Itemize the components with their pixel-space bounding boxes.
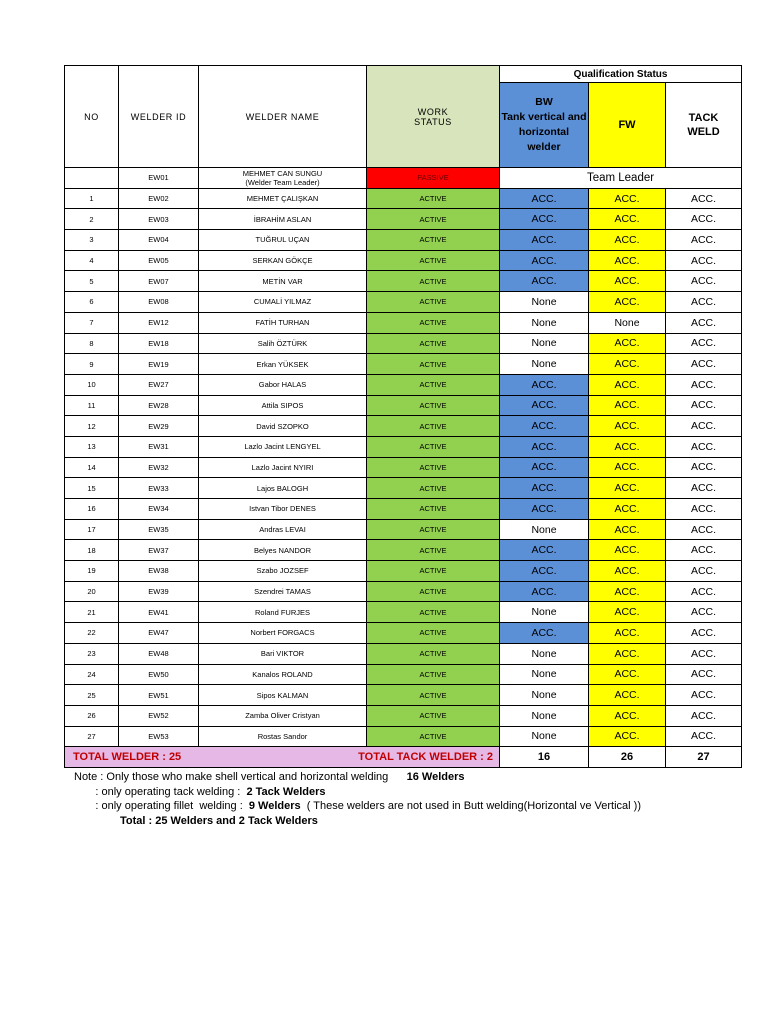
table-row [65, 230, 742, 251]
row-fw: ACC. [589, 499, 666, 520]
row-welder-name: TUĞRUL UÇAN [199, 230, 367, 251]
header-work-status [367, 66, 500, 168]
note-line-2 [74, 785, 641, 800]
row-work-status: ACTIVE [367, 271, 500, 292]
table-row [65, 188, 742, 209]
row-work-status: ACTIVE [367, 643, 500, 664]
row-welder-id: EW32 [119, 457, 199, 478]
welder-qualification-table [64, 65, 742, 768]
row-welder-id: EW41 [119, 602, 199, 623]
table-row [65, 664, 742, 685]
note-line-2-text: : only operating tack welding : [74, 785, 247, 798]
table-row [65, 395, 742, 416]
row-tack: ACC. [666, 230, 742, 251]
row-bw: None [500, 333, 589, 354]
row-no: 24 [65, 664, 119, 685]
row-tack: ACC. [666, 519, 742, 540]
table-row [65, 209, 742, 230]
row-welder-name: Attila SIPOS [199, 395, 367, 416]
row-fw: ACC. [589, 374, 666, 395]
row-welder-id: EW19 [119, 354, 199, 375]
row-tack: ACC. [666, 292, 742, 313]
row-tack: ACC. [666, 540, 742, 561]
total-bw: 16 [500, 747, 589, 768]
row-welder-id: EW03 [119, 209, 199, 230]
row-welder-name: CUMALİ YILMAZ [199, 292, 367, 313]
row-work-status: ACTIVE [367, 499, 500, 520]
row-work-status: ACTIVE [367, 374, 500, 395]
row-fw: ACC. [589, 602, 666, 623]
row-tack: ACC. [666, 209, 742, 230]
row-fw: ACC. [589, 250, 666, 271]
note-line-1-count: 16 Welders [406, 771, 465, 783]
row-no: 1 [65, 188, 119, 209]
leader-id: EW01 [119, 168, 199, 189]
row-work-status: ACTIVE [367, 333, 500, 354]
row-welder-id: EW29 [119, 416, 199, 437]
row-welder-name: Sipos KALMAN [199, 685, 367, 706]
row-no: 9 [65, 354, 119, 375]
row-tack: ACC. [666, 312, 742, 333]
row-bw: ACC. [500, 623, 589, 644]
leader-row [65, 168, 742, 189]
row-bw: ACC. [500, 230, 589, 251]
table-row [65, 478, 742, 499]
row-welder-id: EW05 [119, 250, 199, 271]
row-fw: ACC. [589, 457, 666, 478]
total-tack-welder-label: TOTAL TACK WELDER : 2 [358, 751, 493, 764]
row-welder-id: EW50 [119, 664, 199, 685]
row-welder-id: EW04 [119, 230, 199, 251]
table-row [65, 457, 742, 478]
note-line-3-text: : only operating fillet welding : [74, 800, 249, 812]
header-welder-name: WELDER NAME [199, 66, 367, 168]
row-welder-id: EW18 [119, 333, 199, 354]
row-no: 8 [65, 333, 119, 354]
leader-qualification: Team Leader [500, 168, 742, 189]
row-welder-id: EW28 [119, 395, 199, 416]
row-welder-id: EW08 [119, 292, 199, 313]
row-fw: ACC. [589, 230, 666, 251]
row-tack: ACC. [666, 188, 742, 209]
row-no: 15 [65, 478, 119, 499]
row-tack: ACC. [666, 685, 742, 706]
row-welder-name: Norbert FORGACS [199, 623, 367, 644]
row-welder-id: EW34 [119, 499, 199, 520]
row-no: 7 [65, 312, 119, 333]
table-row [65, 643, 742, 664]
note-line-4-total: Total : 25 Welders and 2 Tack Welders [120, 814, 318, 827]
row-bw: None [500, 312, 589, 333]
leader-name-line1: MEHMET CAN SUNGU [242, 168, 323, 178]
row-work-status: ACTIVE [367, 705, 500, 726]
row-bw: ACC. [500, 416, 589, 437]
row-work-status: ACTIVE [367, 519, 500, 540]
row-no: 19 [65, 561, 119, 582]
header-work-status-line1: WORK [417, 106, 449, 117]
row-welder-name: SERKAN GÖKÇE [199, 250, 367, 271]
row-bw: ACC. [500, 581, 589, 602]
leader-status: PASSIVE [367, 168, 500, 189]
row-bw: ACC. [500, 209, 589, 230]
row-fw: ACC. [589, 540, 666, 561]
row-no: 4 [65, 250, 119, 271]
row-work-status: ACTIVE [367, 292, 500, 313]
row-bw: ACC. [500, 499, 589, 520]
row-work-status: ACTIVE [367, 416, 500, 437]
row-fw: ACC. [589, 519, 666, 540]
row-no: 6 [65, 292, 119, 313]
row-welder-name: Gabor HALAS [199, 374, 367, 395]
row-bw: None [500, 664, 589, 685]
row-work-status: ACTIVE [367, 250, 500, 271]
header-tack-line1: TACK [688, 112, 719, 124]
row-bw: None [500, 705, 589, 726]
table-row [65, 726, 742, 747]
row-welder-name: Szendrei TAMAS [199, 581, 367, 602]
table-row [65, 333, 742, 354]
row-no: 11 [65, 395, 119, 416]
header-bw [500, 83, 589, 168]
row-work-status: ACTIVE [367, 561, 500, 582]
row-tack: ACC. [666, 271, 742, 292]
header-bw-line1: BW [535, 96, 553, 108]
row-welder-name: Roland FURJES [199, 602, 367, 623]
row-welder-id: EW33 [119, 478, 199, 499]
leader-name [199, 168, 367, 189]
row-work-status: ACTIVE [367, 188, 500, 209]
table-row [65, 581, 742, 602]
header-bw-line4: welder [527, 141, 561, 153]
row-bw: None [500, 292, 589, 313]
notes-section [74, 770, 641, 828]
row-fw: ACC. [589, 209, 666, 230]
row-welder-id: EW12 [119, 312, 199, 333]
header-bw-line3: horizontal [518, 126, 570, 138]
header-fw: FW [589, 83, 666, 168]
row-work-status: ACTIVE [367, 540, 500, 561]
row-tack: ACC. [666, 664, 742, 685]
row-welder-name: Lazlo Jacint LENGYEL [199, 436, 367, 457]
table-row [65, 312, 742, 333]
row-work-status: ACTIVE [367, 395, 500, 416]
row-bw: None [500, 685, 589, 706]
row-welder-id: EW02 [119, 188, 199, 209]
row-fw: ACC. [589, 581, 666, 602]
row-welder-name: Lajos BALOGH [199, 478, 367, 499]
table-row [65, 561, 742, 582]
row-welder-name: Szabo JOZSEF [199, 561, 367, 582]
row-bw: None [500, 519, 589, 540]
row-fw: ACC. [589, 685, 666, 706]
row-welder-id: EW35 [119, 519, 199, 540]
row-bw: ACC. [500, 188, 589, 209]
row-fw: ACC. [589, 623, 666, 644]
totals-row [65, 747, 742, 768]
table-row [65, 540, 742, 561]
row-fw: ACC. [589, 354, 666, 375]
row-work-status: ACTIVE [367, 602, 500, 623]
table-row [65, 416, 742, 437]
row-bw: None [500, 602, 589, 623]
row-welder-name: Zamba Oliver Cristyan [199, 705, 367, 726]
row-fw: ACC. [589, 271, 666, 292]
row-welder-id: EW53 [119, 726, 199, 747]
row-work-status: ACTIVE [367, 354, 500, 375]
row-welder-id: EW51 [119, 685, 199, 706]
row-bw: ACC. [500, 250, 589, 271]
row-no: 16 [65, 499, 119, 520]
row-tack: ACC. [666, 499, 742, 520]
row-work-status: ACTIVE [367, 664, 500, 685]
table-row [65, 292, 742, 313]
row-no: 21 [65, 602, 119, 623]
row-bw: ACC. [500, 561, 589, 582]
row-bw: None [500, 643, 589, 664]
row-no: 27 [65, 726, 119, 747]
header-bw-line2: Tank vertical and [501, 111, 587, 123]
row-fw: ACC. [589, 643, 666, 664]
table-row [65, 519, 742, 540]
row-tack: ACC. [666, 561, 742, 582]
row-welder-name: Salih ÖZTÜRK [199, 333, 367, 354]
row-welder-id: EW52 [119, 705, 199, 726]
row-no: 5 [65, 271, 119, 292]
row-no: 17 [65, 519, 119, 540]
row-tack: ACC. [666, 374, 742, 395]
row-tack: ACC. [666, 478, 742, 499]
table-row [65, 271, 742, 292]
header-tack-line2: WELD [687, 126, 720, 138]
note-line-3-remark: ( These welders are not used in Butt welding(Horizontal ve Vertical )) [300, 800, 642, 812]
row-tack: ACC. [666, 354, 742, 375]
row-fw: ACC. [589, 726, 666, 747]
leader-name-line2: (Welder Team Leader) [245, 177, 320, 187]
row-welder-name: İBRAHİM ASLAN [199, 209, 367, 230]
note-line-1 [74, 770, 641, 785]
row-work-status: ACTIVE [367, 478, 500, 499]
row-welder-name: Lazlo Jacint NYIRI [199, 457, 367, 478]
row-welder-name: Andras LEVAI [199, 519, 367, 540]
row-bw: ACC. [500, 540, 589, 561]
row-no: 26 [65, 705, 119, 726]
table-row [65, 354, 742, 375]
row-fw: ACC. [589, 292, 666, 313]
row-welder-id: EW47 [119, 623, 199, 644]
row-welder-id: EW37 [119, 540, 199, 561]
row-bw: ACC. [500, 395, 589, 416]
row-bw: ACC. [500, 374, 589, 395]
table-row [65, 602, 742, 623]
header-tack-weld [666, 83, 742, 168]
row-welder-name: Bari VIKTOR [199, 643, 367, 664]
table-row [65, 436, 742, 457]
row-tack: ACC. [666, 395, 742, 416]
row-work-status: ACTIVE [367, 685, 500, 706]
leader-no [65, 168, 119, 189]
row-welder-name: David SZOPKO [199, 416, 367, 437]
row-fw: ACC. [589, 188, 666, 209]
row-fw: ACC. [589, 478, 666, 499]
table-row [65, 623, 742, 644]
header-work-status-line2: STATUS [414, 116, 452, 127]
header-no: NO [65, 66, 119, 168]
row-no: 25 [65, 685, 119, 706]
row-welder-name: Istvan Tibor DENES [199, 499, 367, 520]
row-tack: ACC. [666, 726, 742, 747]
row-work-status: ACTIVE [367, 230, 500, 251]
total-welder-label: TOTAL WELDER : 25 [73, 751, 182, 764]
row-fw: ACC. [589, 561, 666, 582]
row-no: 3 [65, 230, 119, 251]
total-fw: 26 [589, 747, 666, 768]
row-bw: ACC. [500, 457, 589, 478]
row-no: 13 [65, 436, 119, 457]
table-row [65, 685, 742, 706]
row-tack: ACC. [666, 250, 742, 271]
row-bw: ACC. [500, 436, 589, 457]
row-no: 14 [65, 457, 119, 478]
row-no: 2 [65, 209, 119, 230]
row-welder-name: MEHMET ÇALIŞKAN [199, 188, 367, 209]
row-welder-id: EW39 [119, 581, 199, 602]
row-welder-name: Erkan YÜKSEK [199, 354, 367, 375]
row-tack: ACC. [666, 416, 742, 437]
row-welder-name: Rostas Sandor [199, 726, 367, 747]
row-work-status: ACTIVE [367, 457, 500, 478]
row-fw: ACC. [589, 333, 666, 354]
row-no: 23 [65, 643, 119, 664]
row-tack: ACC. [666, 643, 742, 664]
row-bw: None [500, 726, 589, 747]
row-tack: ACC. [666, 333, 742, 354]
row-work-status: ACTIVE [367, 581, 500, 602]
row-fw: ACC. [589, 664, 666, 685]
row-no: 18 [65, 540, 119, 561]
row-no: 22 [65, 623, 119, 644]
note-line-3 [74, 799, 641, 814]
table-row [65, 374, 742, 395]
header-welder-id: WELDER ID [119, 66, 199, 168]
row-work-status: ACTIVE [367, 312, 500, 333]
row-bw: None [500, 354, 589, 375]
row-tack: ACC. [666, 602, 742, 623]
row-no: 12 [65, 416, 119, 437]
row-no: 10 [65, 374, 119, 395]
row-welder-id: EW27 [119, 374, 199, 395]
row-welder-id: EW38 [119, 561, 199, 582]
row-tack: ACC. [666, 623, 742, 644]
note-line-3-count: 9 Welders [248, 800, 301, 812]
row-fw: ACC. [589, 395, 666, 416]
row-fw: None [589, 312, 666, 333]
row-work-status: ACTIVE [367, 726, 500, 747]
total-tack: 27 [666, 747, 742, 768]
table-row [65, 250, 742, 271]
row-fw: ACC. [589, 436, 666, 457]
note-line-1-text: Note : Only those who make shell vertical and horizontal welding [74, 771, 389, 783]
row-tack: ACC. [666, 581, 742, 602]
row-fw: ACC. [589, 705, 666, 726]
row-welder-name: Kanalos ROLAND [199, 664, 367, 685]
row-bw: ACC. [500, 478, 589, 499]
row-fw: ACC. [589, 416, 666, 437]
row-welder-name: FATİH TURHAN [199, 312, 367, 333]
row-work-status: ACTIVE [367, 623, 500, 644]
row-welder-id: EW07 [119, 271, 199, 292]
row-welder-name: METİN VAR [199, 271, 367, 292]
row-tack: ACC. [666, 705, 742, 726]
row-work-status: ACTIVE [367, 209, 500, 230]
row-welder-id: EW31 [119, 436, 199, 457]
row-tack: ACC. [666, 457, 742, 478]
row-welder-name: Belyes NANDOR [199, 540, 367, 561]
header-qualification-status: Qualification Status [500, 66, 742, 83]
row-welder-id: EW48 [119, 643, 199, 664]
row-tack: ACC. [666, 436, 742, 457]
row-bw: ACC. [500, 271, 589, 292]
row-work-status: ACTIVE [367, 436, 500, 457]
note-line-2-count: 2 Tack Welders [246, 785, 326, 798]
row-no: 20 [65, 581, 119, 602]
note-line-4 [74, 814, 641, 829]
table-row [65, 499, 742, 520]
welder-rows [65, 188, 742, 747]
totals-label-cell [65, 747, 500, 768]
table-row [65, 705, 742, 726]
